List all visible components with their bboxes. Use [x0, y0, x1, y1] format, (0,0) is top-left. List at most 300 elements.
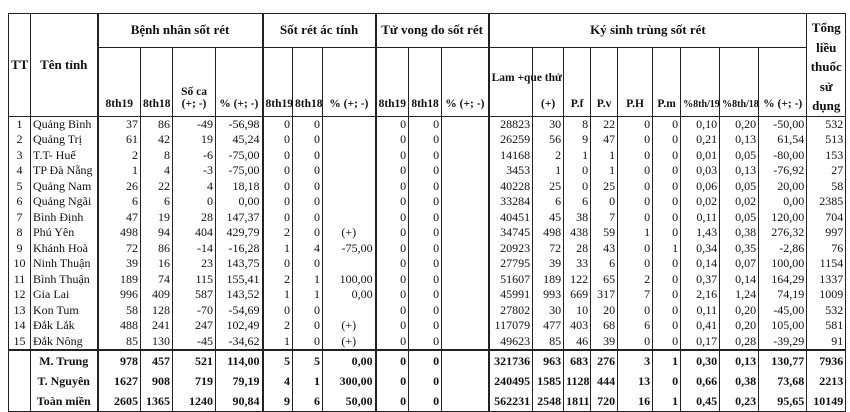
cell-value: -75,00 [216, 163, 263, 179]
cell-value: 0 [653, 334, 681, 351]
cell-value: -56,98 [216, 116, 263, 132]
cell-value: -45 [173, 334, 216, 351]
header-parasite-col: P.v [591, 47, 618, 116]
cell-value: 3453 [489, 163, 533, 179]
cell-value: 0 [653, 318, 681, 334]
cell-value: 56 [533, 132, 564, 148]
cell-value: -70 [173, 303, 216, 319]
cell-value: 1337 [807, 272, 846, 288]
table-row [9, 287, 846, 303]
cell-value: 0 [653, 116, 681, 132]
cell-value: 0 [263, 256, 293, 272]
cell-value: 39 [533, 256, 564, 272]
header-province: Tên tỉnh [31, 14, 98, 117]
cell-value: 189 [98, 272, 141, 288]
cell-value: 0 [376, 163, 409, 179]
header-patients-col: 8th18 [141, 47, 173, 116]
cell-value [442, 391, 489, 412]
province-name: Kon Tum [31, 303, 98, 319]
cell-value [442, 272, 489, 288]
cell-value: 122 [564, 272, 591, 288]
cell-value: 0 [653, 179, 681, 195]
cell-value: 1 [263, 287, 293, 303]
cell-value: 996 [98, 287, 141, 303]
cell-value: 10 [564, 303, 591, 319]
cell-value: 7 [618, 287, 653, 303]
cell-value: 0 [376, 194, 409, 210]
cell-value: 2 [618, 272, 653, 288]
cell-value: 0,66 [681, 371, 720, 391]
cell-value: 4 [173, 179, 216, 195]
cell-value: 317 [591, 287, 618, 303]
cell-value: 16 [141, 256, 173, 272]
cell-value: 0 [409, 132, 442, 148]
cell-value: 0,30 [681, 350, 720, 371]
cell-value: 0,41 [681, 318, 720, 334]
cell-value: 2548 [533, 391, 564, 412]
cell-value: 0 [409, 256, 442, 272]
cell-value: 1240 [173, 391, 216, 412]
cell-value: 85 [98, 334, 141, 351]
cell-value: 247 [173, 318, 216, 334]
cell-value: 114,00 [216, 350, 263, 371]
cell-value: 241 [141, 318, 173, 334]
cell-value: 105,00 [759, 318, 807, 334]
cell-value: 0,45 [681, 391, 720, 412]
cell-value: 28 [564, 241, 591, 257]
cell-value: 0 [409, 287, 442, 303]
cell-value: 26259 [489, 132, 533, 148]
cell-value: -14 [173, 241, 216, 257]
cell-value: 0 [409, 334, 442, 351]
cell-value: 58 [98, 303, 141, 319]
cell-value: 0 [409, 116, 442, 132]
cell-value: 0 [653, 194, 681, 210]
cell-value: 6 [591, 256, 618, 272]
cell-value: 34745 [489, 225, 533, 241]
cell-value: 72 [533, 241, 564, 257]
cell-value: 404 [173, 225, 216, 241]
cell-value: 321736 [489, 350, 533, 371]
cell-value: (+) [323, 318, 376, 334]
cell-value: 6 [618, 318, 653, 334]
header-parasite-col: P.f [564, 47, 591, 116]
cell-value: 444 [591, 371, 618, 391]
cell-value: -39,29 [759, 334, 807, 351]
cell-value: 23 [173, 256, 216, 272]
cell-value: 45 [533, 210, 564, 226]
cell-value: 532 [807, 116, 846, 132]
province-name: T.T- Huế [31, 148, 98, 164]
cell-value: 0,20 [720, 318, 759, 334]
cell-value: 0 [293, 116, 323, 132]
province-name: M. Trung [31, 350, 98, 371]
cell-value: 0,11 [681, 303, 720, 319]
cell-value: 0,37 [681, 272, 720, 288]
total-row [9, 371, 846, 391]
cell-value: 0,17 [681, 334, 720, 351]
cell-value: 0 [376, 210, 409, 226]
cell-value: 42 [141, 132, 173, 148]
header-row-groups [9, 14, 846, 48]
row-number: 10 [9, 256, 31, 272]
table-row [9, 225, 846, 241]
cell-value: 0 [409, 371, 442, 391]
cell-value: 95,65 [759, 391, 807, 412]
cell-value [323, 132, 376, 148]
cell-value: 65 [591, 272, 618, 288]
cell-value: 978 [98, 350, 141, 371]
cell-value: 45991 [489, 287, 533, 303]
cell-value: 50,00 [323, 391, 376, 412]
cell-value: 33 [564, 256, 591, 272]
cell-value: 0,07 [720, 256, 759, 272]
cell-value [442, 303, 489, 319]
cell-value: 403 [564, 318, 591, 334]
cell-value: 0 [564, 163, 591, 179]
cell-value: 0 [653, 225, 681, 241]
header-row-columns [9, 47, 846, 116]
cell-value: 0,38 [720, 225, 759, 241]
cell-value: 498 [98, 225, 141, 241]
cell-value: 0,00 [323, 350, 376, 371]
cell-value: 521 [173, 350, 216, 371]
cell-value: 0 [409, 350, 442, 371]
cell-value: 94 [141, 225, 173, 241]
cell-value: 1365 [141, 391, 173, 412]
cell-value: 0,21 [681, 132, 720, 148]
cell-value: 0 [293, 163, 323, 179]
header-patients-col: Số ca (+; -) [173, 47, 216, 116]
cell-value: 0 [409, 194, 442, 210]
cell-value: 0 [409, 391, 442, 412]
row-number: 2 [9, 132, 31, 148]
table-row [9, 194, 846, 210]
cell-value: 0 [409, 303, 442, 319]
cell-value: 0 [376, 334, 409, 351]
province-name: Bình Thuận [31, 272, 98, 288]
cell-value: 20,00 [759, 179, 807, 195]
cell-value [442, 334, 489, 351]
cell-value: 9 [564, 132, 591, 148]
cell-value: 0,00 [323, 287, 376, 303]
cell-value: 0 [263, 210, 293, 226]
cell-value: 45,24 [216, 132, 263, 148]
province-name: Quảng Ngãi [31, 194, 98, 210]
cell-value: 6 [141, 194, 173, 210]
cell-value: 1 [98, 163, 141, 179]
cell-value: 1627 [98, 371, 141, 391]
header-parasite-col: %8th/18 [720, 47, 759, 116]
cell-value: 5 [263, 350, 293, 371]
cell-value: 16 [618, 391, 653, 412]
cell-value: 0,28 [720, 334, 759, 351]
cell-value: 0,20 [720, 303, 759, 319]
header-patients-col: 8th19 [98, 47, 141, 116]
province-name: Quảng Trị [31, 132, 98, 148]
cell-value: 1811 [564, 391, 591, 412]
cell-value: 0 [293, 334, 323, 351]
cell-value: 100,00 [323, 272, 376, 288]
table-row [9, 163, 846, 179]
province-name: Bình Định [31, 210, 98, 226]
cell-value: 0 [409, 225, 442, 241]
header-parasite-col: (+) [533, 47, 564, 116]
cell-value: 0,13 [720, 132, 759, 148]
cell-value: 51607 [489, 272, 533, 288]
cell-value: 4 [263, 371, 293, 391]
cell-value [442, 116, 489, 132]
cell-value: 0 [564, 179, 591, 195]
cell-value: 26 [98, 179, 141, 195]
cell-value: 6 [98, 194, 141, 210]
cell-value: 0 [293, 303, 323, 319]
cell-value: 0 [409, 148, 442, 164]
cell-value: 3 [618, 350, 653, 371]
cell-value: 58 [807, 179, 846, 195]
cell-value: 0,05 [720, 179, 759, 195]
row-number: 15 [9, 334, 31, 351]
table-row [9, 179, 846, 195]
cell-value: -75,00 [216, 148, 263, 164]
cell-value: 0 [263, 163, 293, 179]
cell-value: 40451 [489, 210, 533, 226]
table-row [9, 241, 846, 257]
cell-value: 0 [618, 179, 653, 195]
cell-value: 0 [376, 303, 409, 319]
header-severe-col: 8th19 [263, 47, 293, 116]
cell-value: 27802 [489, 303, 533, 319]
cell-value: 102,49 [216, 318, 263, 334]
cell-value: 1585 [533, 371, 564, 391]
cell-value: 0 [618, 163, 653, 179]
header-group-parasite: Ký sinh trùng sốt rét [489, 14, 807, 48]
table-row [9, 132, 846, 148]
cell-value: 117079 [489, 318, 533, 334]
cell-value: 155,41 [216, 272, 263, 288]
row-number: 13 [9, 303, 31, 319]
cell-value: 28823 [489, 116, 533, 132]
cell-value: 0,14 [720, 272, 759, 288]
cell-value: 6 [533, 194, 564, 210]
cell-value: 85 [533, 334, 564, 351]
row-number: 1 [9, 116, 31, 132]
cell-value: 143,75 [216, 256, 263, 272]
cell-value: 59 [591, 225, 618, 241]
cell-value: 7936 [807, 350, 846, 371]
header-group-severe: Sốt rét ác tính [263, 14, 376, 48]
cell-value: 30 [533, 303, 564, 319]
cell-value: 908 [141, 371, 173, 391]
cell-value: 2,16 [681, 287, 720, 303]
cell-value [323, 256, 376, 272]
cell-value: 0 [173, 194, 216, 210]
row-number [9, 350, 31, 371]
cell-value: 0 [653, 303, 681, 319]
cell-value: 0 [409, 241, 442, 257]
cell-value: 7 [591, 210, 618, 226]
cell-value: 0 [618, 210, 653, 226]
cell-value: 0 [653, 287, 681, 303]
cell-value [442, 287, 489, 303]
cell-value: 2 [263, 318, 293, 334]
cell-value: 0 [376, 225, 409, 241]
table-row [9, 318, 846, 334]
cell-value: 1 [653, 241, 681, 257]
cell-value: -54,69 [216, 303, 263, 319]
cell-value: 1154 [807, 256, 846, 272]
cell-value: (+) [323, 225, 376, 241]
cell-value: 0 [376, 272, 409, 288]
cell-value [442, 318, 489, 334]
cell-value: 120,00 [759, 210, 807, 226]
cell-value: 0 [293, 256, 323, 272]
cell-value: 0,00 [216, 194, 263, 210]
header-group-deaths: Tử vong do sốt rét [376, 14, 489, 48]
province-name: TP Đà Nẵng [31, 163, 98, 179]
cell-value: 0,05 [720, 148, 759, 164]
cell-value: 1009 [807, 287, 846, 303]
cell-value: 8 [141, 148, 173, 164]
cell-value: 0 [376, 132, 409, 148]
header-tt: TT [9, 14, 31, 117]
cell-value: 0 [376, 179, 409, 195]
cell-value [323, 210, 376, 226]
table-row [9, 334, 846, 351]
cell-value: 19 [173, 132, 216, 148]
cell-value: 8 [564, 116, 591, 132]
cell-value: 0 [376, 148, 409, 164]
cell-value: 0 [653, 163, 681, 179]
cell-value: 0,14 [681, 256, 720, 272]
cell-value: -75,00 [323, 241, 376, 257]
cell-value: 720 [591, 391, 618, 412]
cell-value: 47 [98, 210, 141, 226]
cell-value: 0 [376, 318, 409, 334]
cell-value: 20923 [489, 241, 533, 257]
province-name: Khánh Hoà [31, 241, 98, 257]
cell-value: 130 [141, 334, 173, 351]
cell-value: 2605 [98, 391, 141, 412]
header-parasite-col: P.m [653, 47, 681, 116]
cell-value [442, 132, 489, 148]
province-name: Phú Yên [31, 225, 98, 241]
cell-value: 0 [263, 132, 293, 148]
cell-value: 0 [376, 391, 409, 412]
cell-value: 0 [376, 371, 409, 391]
cell-value: 39 [591, 334, 618, 351]
cell-value: 61,54 [759, 132, 807, 148]
header-severe-col: 8th18 [293, 47, 323, 116]
cell-value: 79,19 [216, 371, 263, 391]
total-row [9, 350, 846, 371]
cell-value: -3 [173, 163, 216, 179]
cell-value: 1 [263, 241, 293, 257]
cell-value: 91 [807, 334, 846, 351]
cell-value: 0 [376, 241, 409, 257]
cell-value: 1 [618, 225, 653, 241]
cell-value: 0 [653, 132, 681, 148]
header-total-dose: Tổng liều thuốc sử dụng [807, 14, 846, 117]
cell-value: 581 [807, 318, 846, 334]
cell-value: 20 [591, 303, 618, 319]
cell-value: 2 [98, 148, 141, 164]
cell-value [442, 225, 489, 241]
cell-value: 0 [409, 179, 442, 195]
cell-value: 4 [293, 241, 323, 257]
cell-value: 0,00 [759, 194, 807, 210]
cell-value: 2385 [807, 194, 846, 210]
cell-value: 6 [564, 194, 591, 210]
province-name: Quảng Nam [31, 179, 98, 195]
header-group-patients: Bệnh nhân sốt rét [98, 14, 263, 48]
cell-value [442, 371, 489, 391]
cell-value [323, 194, 376, 210]
cell-value: 86 [141, 241, 173, 257]
row-number: 8 [9, 225, 31, 241]
cell-value [323, 179, 376, 195]
cell-value: 6 [293, 391, 323, 412]
cell-value: -80,00 [759, 148, 807, 164]
cell-value: 0 [618, 116, 653, 132]
cell-value: 153 [807, 148, 846, 164]
cell-value: 0 [293, 225, 323, 241]
cell-value: 0 [409, 210, 442, 226]
province-name: Toàn miền [31, 391, 98, 412]
cell-value: 100,00 [759, 256, 807, 272]
cell-value: 1 [653, 391, 681, 412]
cell-value: 0 [591, 194, 618, 210]
total-row [9, 391, 846, 412]
cell-value: 39 [98, 256, 141, 272]
cell-value: 0,02 [720, 194, 759, 210]
cell-value: 143,52 [216, 287, 263, 303]
cell-value: 409 [141, 287, 173, 303]
cell-value: 14168 [489, 148, 533, 164]
province-name: Quảng Bình [31, 116, 98, 132]
row-number: 6 [9, 194, 31, 210]
cell-value: 0 [653, 256, 681, 272]
cell-value: 90,84 [216, 391, 263, 412]
header-parasite-col: %8th/19 [681, 47, 720, 116]
cell-value: 0 [653, 148, 681, 164]
province-name: T. Nguyên [31, 371, 98, 391]
cell-value: 2 [533, 148, 564, 164]
cell-value: 0,02 [681, 194, 720, 210]
cell-value: 0 [263, 303, 293, 319]
cell-value: 25 [591, 179, 618, 195]
cell-value: 276 [591, 350, 618, 371]
cell-value: 27795 [489, 256, 533, 272]
cell-value: 0,23 [720, 391, 759, 412]
cell-value: 0 [653, 272, 681, 288]
cell-value: 498 [533, 225, 564, 241]
table-row [9, 303, 846, 319]
cell-value: 0,38 [720, 371, 759, 391]
cell-value: 488 [98, 318, 141, 334]
cell-value: 0,05 [720, 210, 759, 226]
cell-value: 0 [263, 194, 293, 210]
cell-value: 0 [293, 194, 323, 210]
cell-value: 0 [293, 210, 323, 226]
cell-value: 189 [533, 272, 564, 288]
cell-value: 0 [293, 132, 323, 148]
table-row [9, 272, 846, 288]
cell-value: 997 [807, 225, 846, 241]
cell-value: 0 [409, 272, 442, 288]
cell-value: 0 [653, 210, 681, 226]
cell-value: 37 [98, 116, 141, 132]
